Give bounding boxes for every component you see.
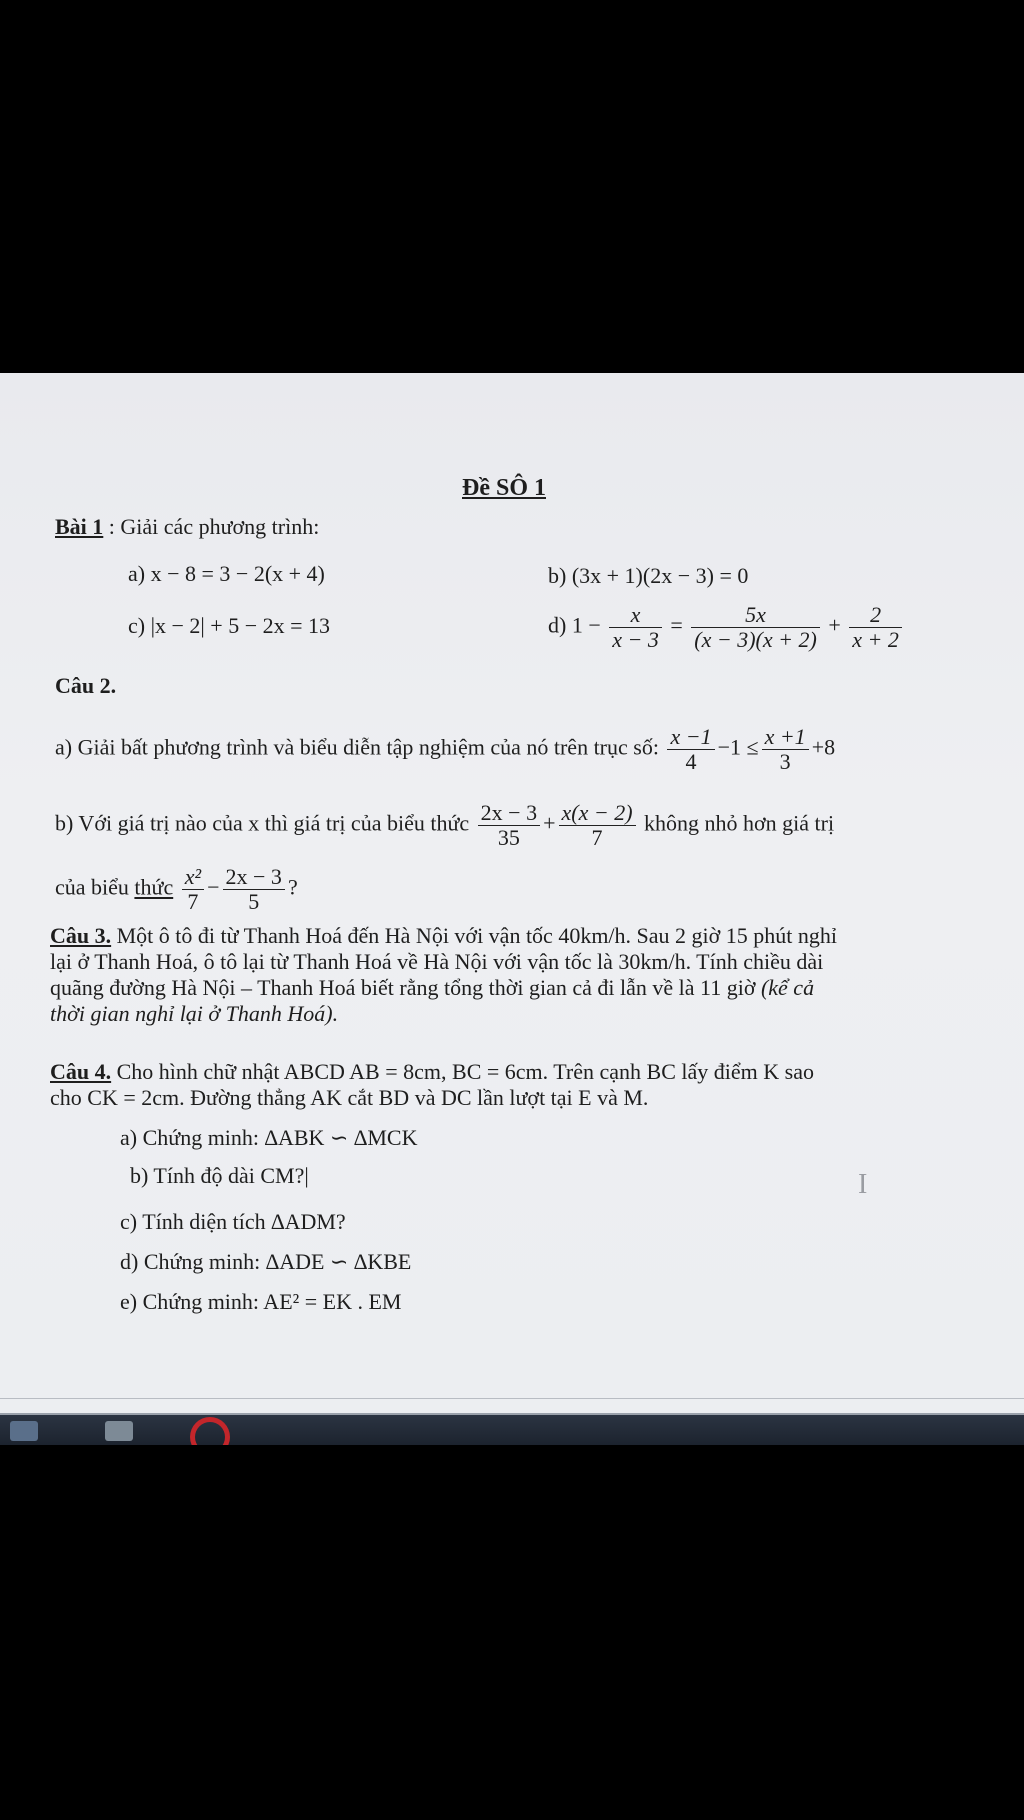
bai1-item-b — [548, 563, 748, 589]
italic-note: (kể cả — [755, 975, 815, 1000]
numerator: 5x — [691, 603, 820, 628]
opera-browser-icon[interactable] — [190, 1417, 230, 1445]
fraction — [559, 801, 636, 850]
plus-sign: + — [828, 612, 841, 638]
cau4-line1 — [50, 1059, 814, 1085]
taskbar-app-icon[interactable] — [10, 1421, 38, 1441]
denominator: 4 — [685, 749, 697, 774]
photographed-screen — [0, 373, 1024, 1445]
denominator: x − 3 — [612, 627, 659, 652]
equals-sign: = — [670, 612, 683, 638]
fraction — [609, 603, 662, 652]
numerator: x(x − 2) — [559, 801, 636, 826]
numerator: x +1 — [762, 725, 809, 750]
denominator: 5 — [248, 889, 260, 914]
equation-lead: 1 − — [571, 612, 601, 638]
minus-sign: − — [207, 874, 220, 900]
underlined-word: thức — [134, 874, 174, 900]
denominator: (x − 3)(x + 2) — [694, 627, 817, 652]
divider — [0, 1398, 1024, 1399]
bai1-item-a — [128, 561, 325, 587]
taskbar-app-icon[interactable] — [105, 1421, 133, 1441]
item-label: c) — [128, 613, 146, 638]
cau4-line2: cho CK = 2cm. Đường thẳng AK cắt BD và DC lần lượt tại E và M. — [50, 1085, 649, 1110]
item-label: a) — [128, 561, 146, 586]
fraction — [478, 801, 540, 850]
denominator: 7 — [591, 825, 603, 850]
fraction — [223, 865, 285, 914]
cau4-item-d: d) Chứng minh: ∆ADE ∽ ∆KBE — [120, 1249, 412, 1274]
numerator: x² — [182, 865, 204, 890]
numerator: 2x − 3 — [223, 865, 285, 890]
numerator: 2x − 3 — [478, 801, 540, 826]
fraction — [762, 725, 809, 774]
item-label: d) — [548, 612, 567, 638]
cau4-item-b: b) Tính độ dài CM?| — [130, 1163, 309, 1188]
inequality-tail: +8 — [811, 734, 836, 760]
text-cursor-icon: I — [858, 1169, 868, 1200]
bai1-intro: : Giải các phương trình: — [103, 514, 320, 539]
numerator: 2 — [849, 603, 902, 628]
cau2-item-b — [55, 801, 834, 850]
taskbar — [0, 1413, 1024, 1445]
cau2-item-a — [55, 725, 835, 774]
question-text: của biểu — [55, 874, 129, 900]
fraction — [691, 603, 820, 652]
bai1-heading-line — [55, 514, 319, 540]
paragraph-text: quãng đường Hà Nội – Thanh Hoá biết rằng tổng thời gian cả đi lẫn về là 11 giờ — [50, 975, 756, 1000]
cau4-heading: Câu 4. — [50, 1059, 112, 1084]
cau4-item-a: a) Chứng minh: ∆ABK ∽ ∆MCK — [120, 1125, 418, 1150]
denominator: 3 — [779, 749, 791, 774]
plus-sign: + — [543, 810, 556, 836]
fraction — [667, 725, 714, 774]
cau4-item-c: c) Tính diện tích ∆ADM? — [120, 1209, 346, 1234]
cau3-line1 — [50, 923, 837, 949]
numerator: x — [609, 603, 662, 628]
bai1-heading: Bài 1 — [55, 514, 104, 539]
page-title: Đề SÔ 1 — [462, 475, 546, 501]
equation: (3x + 1)(2x − 3) = 0 — [571, 563, 749, 588]
bai1-item-d — [548, 603, 905, 652]
cau2-heading: Câu 2. — [55, 673, 117, 698]
paragraph-text: Một ô tô đi từ Thanh Hoá đến Hà Nội với vận tốc 40km/h. Sau 2 giờ 15 phút nghỉ — [111, 923, 838, 948]
cau4-item-e: e) Chứng minh: AE² = EK . EM — [120, 1289, 402, 1314]
fraction — [849, 603, 902, 652]
cau3-line4: thời gian nghỉ lại ở Thanh Hoá). — [50, 1001, 339, 1026]
denominator: 7 — [187, 889, 199, 914]
question-text: a) Giải bất phương trình và biểu diễn tập nghiệm của nó trên trục số: — [55, 734, 659, 760]
numerator: x −1 — [667, 725, 714, 750]
equation: x − 8 = 3 − 2(x + 4) — [150, 561, 325, 586]
cau2-item-b-cont — [55, 865, 298, 914]
denominator: 35 — [497, 825, 520, 850]
equation: |x − 2| + 5 − 2x = 13 — [150, 613, 331, 638]
fraction — [182, 865, 204, 914]
question-text: b) Với giá trị nào của x thì giá trị của biểu thức — [55, 810, 470, 836]
cau3-heading: Câu 3. — [50, 923, 112, 948]
cau3-line2: lại ở Thanh Hoá, ô tô lại từ Thanh Hoá về Hà Nội với vận tốc là 30km/h. Tính chiều dài — [50, 949, 824, 974]
item-label: b) — [548, 563, 567, 588]
question-mark: ? — [287, 874, 298, 900]
cau3-line3 — [50, 975, 814, 1001]
denominator: x + 2 — [852, 627, 899, 652]
bai1-item-c — [128, 613, 330, 639]
inequality-mid: −1 ≤ — [717, 734, 759, 760]
paragraph-text: Cho hình chữ nhật ABCD AB = 8cm, BC = 6cm. Trên cạnh BC lấy điểm K sao — [111, 1059, 814, 1084]
question-text-tail: không nhỏ hơn giá trị — [644, 810, 835, 836]
